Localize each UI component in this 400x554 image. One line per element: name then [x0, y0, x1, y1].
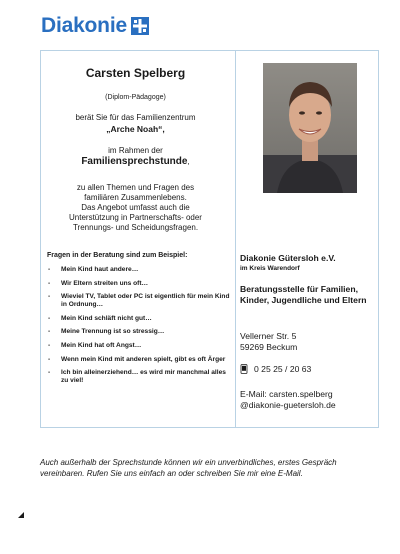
phone-icon [240, 364, 248, 374]
corner-mark-icon [18, 512, 24, 518]
counselor-title: (Diplom-Pädagoge) [105, 94, 166, 101]
organization-name: Diakonie Gütersloh e.V. [240, 253, 336, 263]
topics-line: Unterstützung in Partnerschafts- oder [69, 213, 202, 222]
topics-line: Trennungs- und Scheidungsfragen. [72, 223, 199, 232]
address [240, 331, 297, 353]
list-item: - Wenn mein Kind mit anderen spielt, gibt es oft Ärger [47, 356, 232, 364]
portrait-photo [263, 63, 357, 193]
questions-list [47, 266, 232, 391]
email-line[interactable]: @diakonie-guetersloh.de [240, 400, 336, 410]
footer-note: Auch außerhalb der Sprechstunde können wir ein unverbindliches, erstes Gespräch vereinbaren. Rufen Sie uns einfach an oder schreiben Sie mir eine E-Mail. [40, 458, 337, 478]
intro-line-3: im Rahmen der [108, 146, 163, 155]
email [240, 389, 336, 411]
city: 59269 Beckum [240, 342, 298, 352]
list-item: - Mein Kind schläft nicht gut… [47, 315, 232, 323]
list-item: - Ich bin alleinerziehend… es wird mir manchmal alles zu viel! [47, 369, 232, 385]
counseling-center: Beratungsstelle für Familien, Kinder, Jugendliche und Eltern [240, 284, 367, 305]
list-item: - Wir Eltern streiten uns oft… [47, 280, 232, 288]
counselor-name: Carsten Spelberg [85, 66, 186, 80]
topics-line: familiären Zusammenlebens. [84, 193, 187, 202]
topics-line: Das Angebot umfasst auch die [81, 203, 190, 212]
topics-line: zu allen Themen und Fragen des [76, 183, 195, 192]
diakonie-logo [41, 14, 149, 38]
list-item: - Mein Kind haut andere… [47, 266, 232, 274]
logo-text: Diakonie [41, 14, 127, 37]
email-line[interactable]: E-Mail: carsten.spelberg [240, 389, 333, 399]
counselor-info [41, 51, 230, 427]
center-name: „Arche Noah“, [106, 124, 165, 134]
organization-region: im Kreis Warendorf [240, 265, 300, 272]
contact-info [236, 51, 378, 427]
phone-number[interactable]: 0 25 25 / 20 63 [254, 364, 312, 374]
list-item: - Wieviel TV, Tablet oder PC ist eigentlich für mein Kind in Ordnung… [47, 293, 232, 309]
info-card [40, 50, 379, 428]
street: Vellerner Str. 5 [240, 331, 297, 341]
list-item: - Meine Trennung ist so stressig… [47, 328, 232, 336]
questions-heading: Fragen in der Beratung sind zum Beispiel: [47, 252, 188, 259]
intro-line: berät Sie für das Familienzentrum [75, 113, 196, 122]
phone [240, 364, 311, 374]
diakonie-cross-icon [131, 17, 149, 35]
consult-hour: Familiensprechstunde, [81, 156, 190, 167]
list-item: - Mein Kind hat oft Angst… [47, 342, 232, 350]
